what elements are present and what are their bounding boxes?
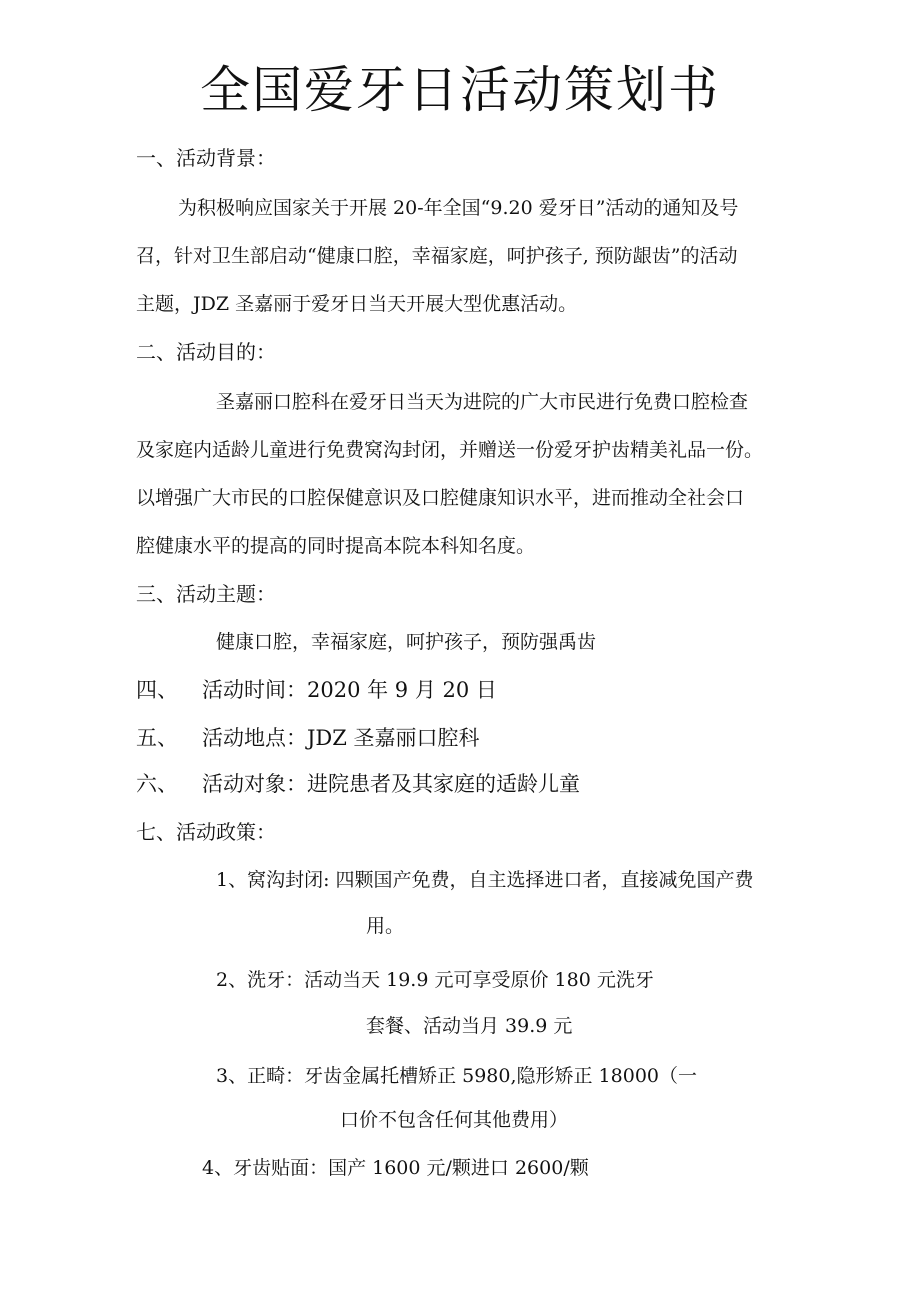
policy-2-line-1: 2、洗牙：活动当天 19.9 元可享受原价 180 元洗牙 — [216, 969, 654, 991]
section-3-theme: 健康口腔，幸福家庭，呵护孩子，预防强禹齿 — [216, 631, 597, 653]
policy-3-line-2: 口价不包含任何其他费用） — [340, 1109, 569, 1131]
policy-3-line-1: 3、正畸：牙齿金属托槽矫正 5980,隐形矫正 18000（一 — [216, 1065, 698, 1087]
policy-2-line-2: 套餐、活动当月 39.9 元 — [366, 1015, 573, 1037]
section-2-line-3: 以增强广大市民的口腔保健意识及口腔健康知识水平，进而推动全社会口 — [136, 487, 745, 509]
section-2-line-4: 腔健康水平的提高的同时提高本院本科知名度。 — [136, 535, 536, 557]
section-5 — [136, 726, 480, 750]
section-4-text: 活动时间：2020 年 9 月 20 日 — [202, 678, 497, 702]
section-1-line-2: 召，针对卫生部启动“健康口腔，幸福家庭，呵护孩子, 预防龈齿”的活动 — [136, 245, 738, 267]
section-6-text: 活动对象：进院患者及其家庭的适龄儿童 — [202, 772, 580, 796]
section-4-number: 四、 — [136, 678, 178, 702]
section-5-text: 活动地点：JDZ 圣嘉丽口腔科 — [202, 726, 480, 750]
section-6 — [136, 772, 580, 796]
section-6-number: 六、 — [136, 772, 178, 796]
section-1-line-1: 为积极响应国家关于开展 20-年全国“9.20 爱牙日”活动的通知及号 — [178, 197, 739, 219]
policy-1-line-2: 用。 — [366, 915, 405, 937]
section-2-line-1: 圣嘉丽口腔科在爱牙日当天为进院的广大市民进行免费口腔检查 — [216, 391, 749, 413]
document-title: 全国爱牙日活动策划书 — [200, 61, 720, 119]
section-1-line-3: 主题，JDZ 圣嘉丽于爱牙日当天开展大型优惠活动。 — [136, 293, 578, 315]
section-2-heading: 二、活动目的： — [136, 340, 276, 364]
section-1-heading: 一、活动背景： — [136, 146, 276, 170]
policy-4-line-1: 4、牙齿贴面：国产 1600 元/颗进口 2600/颗 — [202, 1157, 589, 1179]
section-4 — [136, 678, 497, 702]
section-2-line-2: 及家庭内适龄儿童进行免费窝沟封闭，并赠送一份爱牙护齿精美礼品一份。 — [136, 439, 764, 461]
policy-1-line-1: 1、窝沟封闭: 四颗国产免费，自主选择进口者，直接减免国产费 — [216, 869, 754, 891]
section-7-heading: 七、活动政策： — [136, 820, 276, 844]
section-5-number: 五、 — [136, 726, 178, 750]
section-3-heading: 三、活动主题： — [136, 582, 276, 606]
